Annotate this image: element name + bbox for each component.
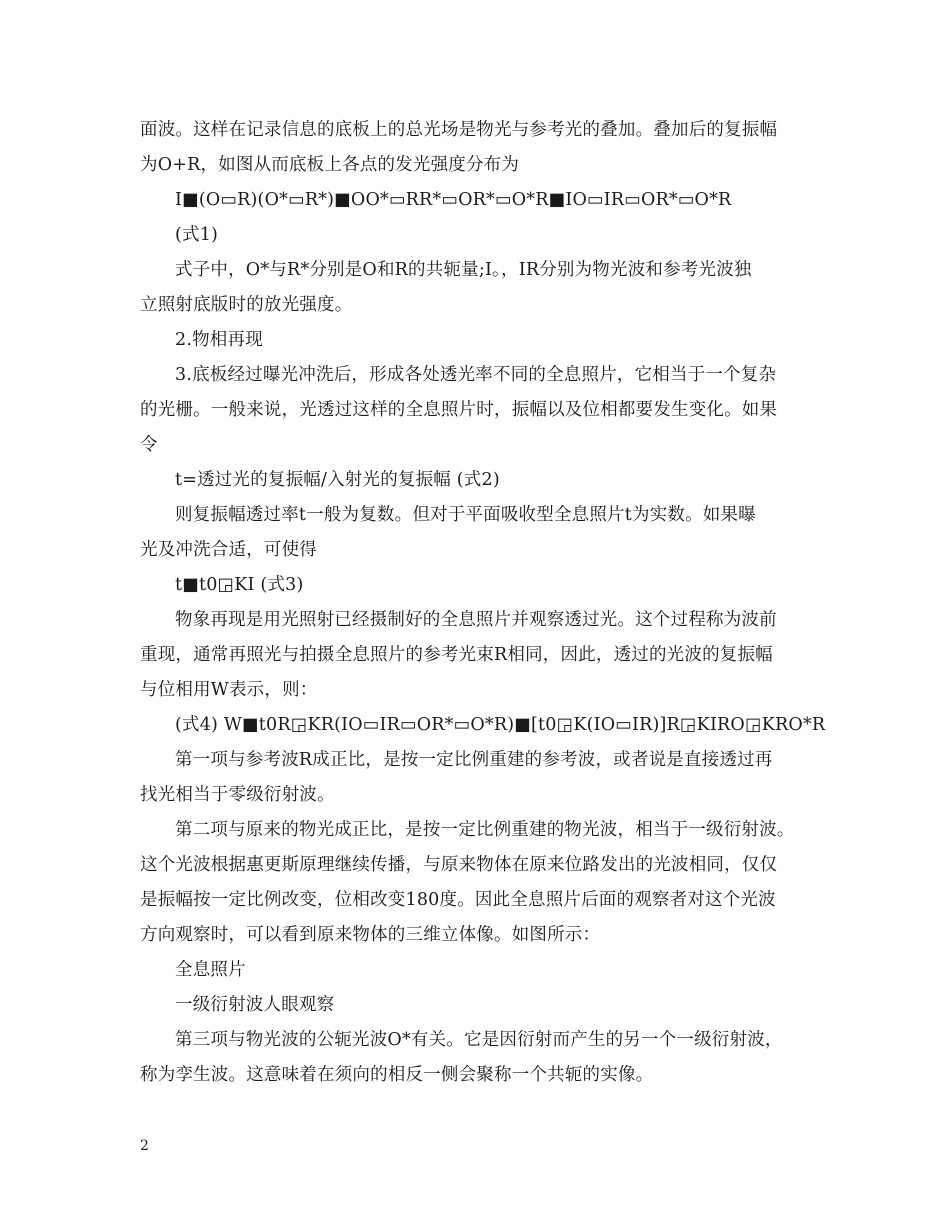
formula-line: t=透过光的复振幅/入射光的复振幅 (式2) <box>175 470 500 490</box>
formula-line: t■t0◲KI (式3) <box>175 575 304 595</box>
equation-label: (式1) <box>175 225 219 245</box>
text-line: 是振幅按一定比例改变，位相改变180度。因此全息照片后面的观察者对这个光波 <box>140 890 776 910</box>
text-line: 则复振幅透过率t一般为复数。但对于平面吸收型全息照片t为实数。如果曝 <box>175 505 756 525</box>
formula-line: I■(O▭R)(O*▭R*)■OO*▭RR*▭OR*▭O*R■IO▭IR▭OR*▭O*R <box>175 190 732 210</box>
text-line: 第一项与参考波R成正比，是按一定比例重建的参考波，或者说是直接透过再 <box>175 750 773 770</box>
text-line: 这个光波根据惠更斯原理继续传播，与原来物体在原来位路发出的光波相同，仅仅 <box>140 855 778 875</box>
text-line: 式子中，O*与R*分别是O和R的共轭量;I。，IR分别为物光波和参考光波独 <box>175 260 752 280</box>
figure-label: 全息照片 <box>175 960 246 980</box>
text-line: 物象再现是用光照射已经摄制好的全息照片并观察透过光。这个过程称为波前 <box>175 610 777 630</box>
text-line: 面波。这样在记录信息的底板上的总光场是物光与参考光的叠加。叠加后的复振幅 <box>140 120 778 140</box>
text-line: 重现，通常再照光与拍摄全息照片的参考光束R相同，因此，透过的光波的复振幅 <box>140 645 773 665</box>
text-line: 3.底板经过曝光冲洗后，形成各处透光率不同的全息照片，它相当于一个复杂 <box>175 365 777 385</box>
page-number: 2 <box>140 1138 149 1154</box>
text-line: 方向观察时，可以看到原来物体的三维立体像。如图所示： <box>140 925 601 945</box>
text-line: 第二项与原来的物光成正比，是按一定比例重建的物光波，相当于一级衍射波。 <box>175 820 795 840</box>
text-line: 找光相当于零级衍射波。 <box>140 785 335 805</box>
text-line: 为O+R，如图从而底板上各点的发光强度分布为 <box>140 155 520 175</box>
figure-label: 一级衍射波人眼观察 <box>175 995 335 1015</box>
text-line: 第三项与物光波的公轭光波O*有关。它是因衍射而产生的另一个一级衍射波， <box>175 1030 783 1050</box>
formula-line: (式4) W■t0R◲KR(IO▭IR▭OR*▭O*R)■[t0◲K(IO▭IR)]R◲KIRO◲KRO*R <box>175 715 826 735</box>
text-line: 的光栅。一般来说，光透过这样的全息照片时，振幅以及位相都要发生变化。如果 <box>140 400 778 420</box>
text-line: 立照射底版时的放光强度。 <box>140 295 353 315</box>
text-line: 令 <box>140 435 158 455</box>
text-line: 称为孪生波。这意味着在须向的相反一侧会聚称一个共轭的实像。 <box>140 1065 654 1085</box>
text-line: 光及冲洗合适，可使得 <box>140 540 317 560</box>
section-heading: 2.物相再现 <box>175 330 263 350</box>
text-line: 与位相用W表示，则： <box>140 680 318 700</box>
